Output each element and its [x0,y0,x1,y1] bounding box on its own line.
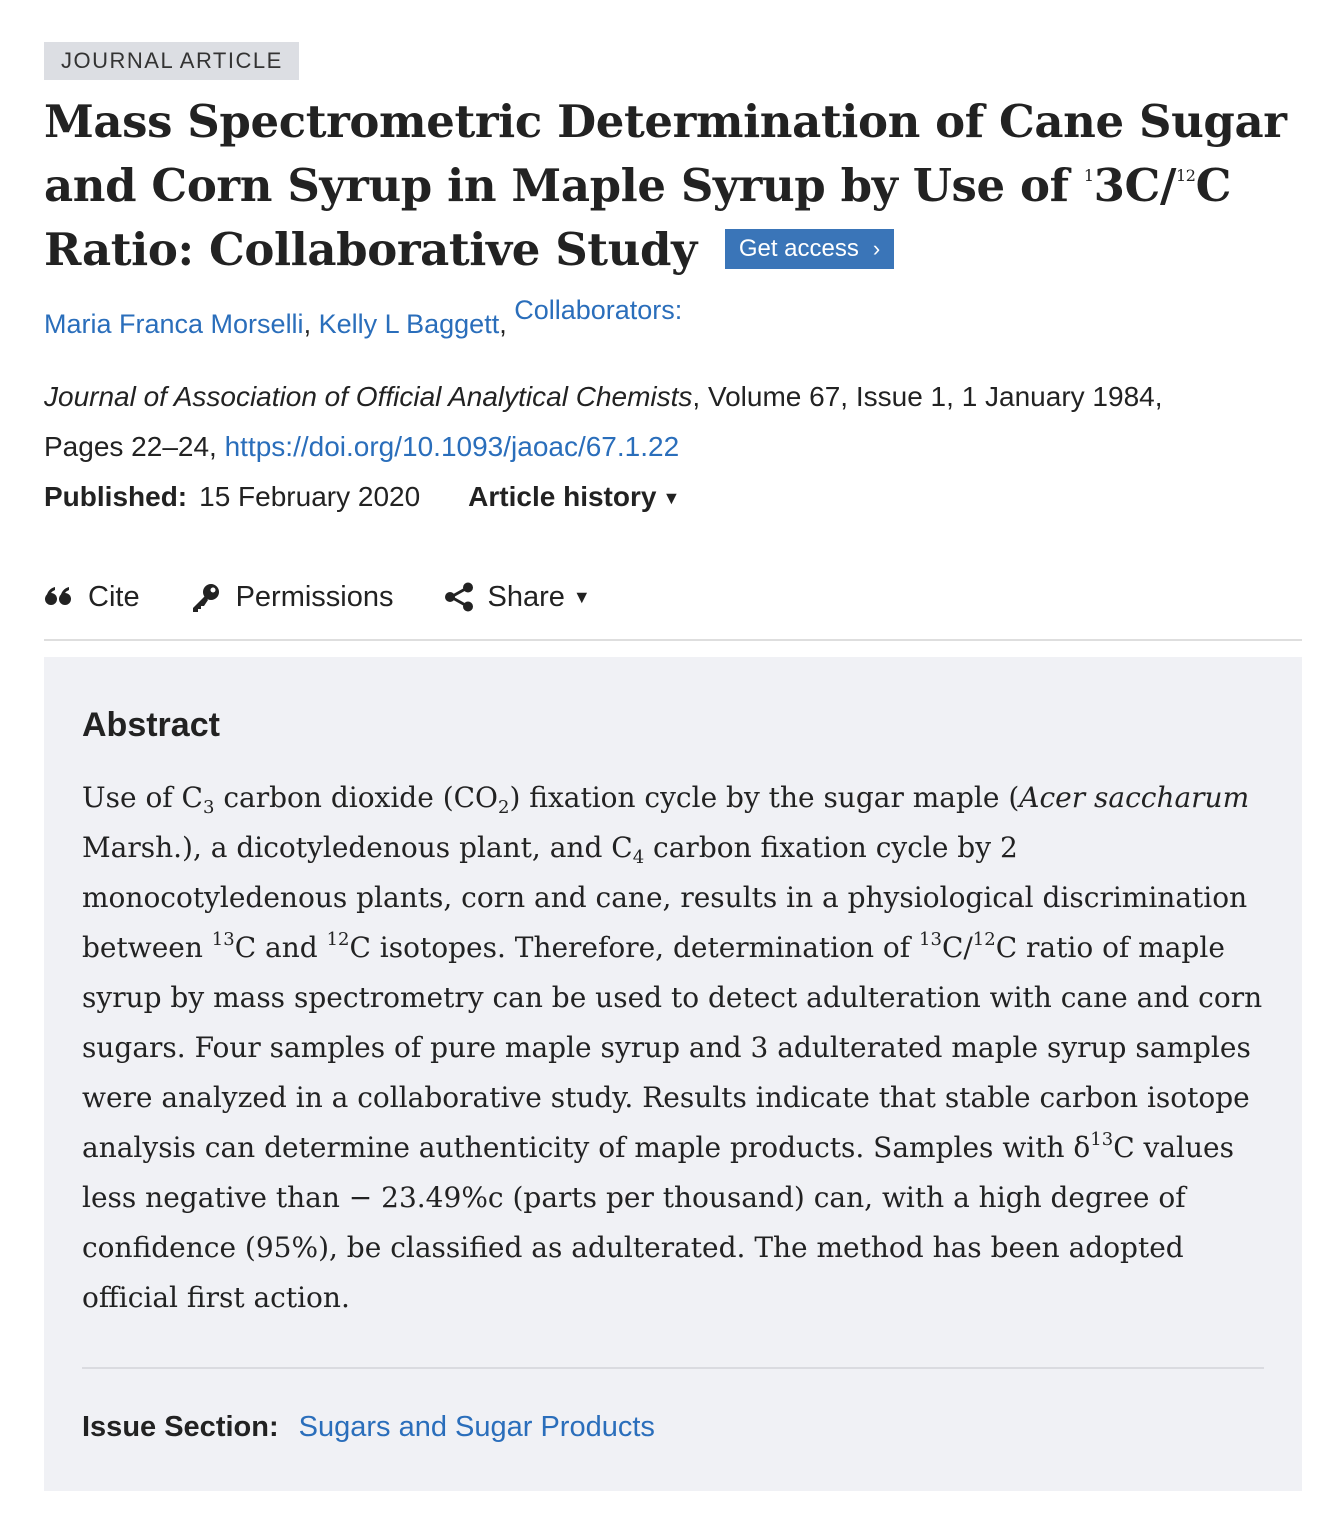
abstract-text-part: C isotopes. Therefore, determination of [349,931,920,964]
abstract-text-part: Use of C [82,781,203,814]
article-type-badge: JOURNAL ARTICLE [44,42,299,80]
issue-section-row [82,1407,1264,1447]
author-link-morselli[interactable]: Maria Franca Morselli [44,309,304,339]
share-label: Share [487,581,565,613]
abstract-section [44,657,1302,1491]
abstract-superscript: 12 [972,929,996,950]
citation-block [44,372,1302,472]
abstract-text-part: C/ [941,931,973,964]
issue-section-link[interactable]: Sugars and Sugar Products [298,1411,655,1443]
abstract-subscript: 4 [632,847,645,868]
key-icon [190,581,222,613]
citation-details: , Volume 67, Issue 1, 1 January 1984, [692,381,1163,412]
caret-down-icon: ▼ [572,587,591,607]
article-history-label: Article history [468,481,657,512]
abstract-text-part: C ratio of maple syrup by mass spectrometry can be used to detect adulteration with cane and corn sugars. Four samples of pure maple syrup and 3 adulterated maple syrup samples were analyzed in a collaborative study. Results indicate that stable carbon isotope analysis can determine authenticity of maple products. Samples with δ [82,931,1263,1164]
article-title [44,90,1302,282]
permissions-label: Permissions [235,581,394,613]
share-icon [444,582,474,612]
abstract-text-part: carbon fixation cycle by 2 monocotyledenous plants, corn and cane, results in a physiological discrimination between [82,831,1248,964]
journal-name: Journal of Association of Official Analytical Chemists [44,381,693,412]
published-label: Published: [44,481,188,512]
author-link-baggett[interactable]: Kelly L Baggett [318,309,500,339]
issue-section-label: Issue Section: [82,1411,279,1443]
species-name: Acer saccharum [1019,781,1250,814]
article-toolbar [44,579,1302,641]
abstract-superscript: 13 [211,929,235,950]
title-sup-1: 1 [1083,166,1094,185]
title-text-2: 3C/ [1093,159,1176,212]
abstract-text-part: ) fixation cycle by the sugar maple ( [509,781,1020,814]
title-text-1: Mass Spectrometric Determination of Cane Sugar and Corn Syrup in Maple Syrup by Use of [44,95,1287,212]
permissions-button[interactable] [190,579,394,615]
abstract-text-part: carbon dioxide (CO [214,781,498,814]
abstract-superscript: 12 [326,929,350,950]
abstract-text-part: Marsh.), a dicotyledenous plant, and C [82,831,633,864]
abstract-superscript: 13 [1090,1129,1114,1150]
share-button[interactable] [444,579,591,615]
article-history-toggle[interactable] [468,481,680,512]
abstract-text [82,773,1264,1323]
doi-link[interactable]: https://doi.org/10.1093/jaoac/67.1.22 [224,431,680,462]
abstract-text-part: C values less negative than − 23.49%c (parts per thousand) can, with a high degree of confidence (95%), be classified as adulterated. The method has been adopted official first action. [82,1131,1234,1314]
abstract-subscript: 3 [202,797,215,818]
quote-icon [44,585,74,609]
get-access-button[interactable] [725,229,894,269]
caret-down-icon: ▼ [662,488,681,508]
title-sup-2: 12 [1176,166,1196,185]
abstract-superscript: 13 [919,929,942,950]
published-row [44,472,1302,523]
chevron-right-icon: › [872,236,881,261]
article-page [44,42,1302,1491]
abstract-subscript: 2 [498,797,510,818]
citation-pages: Pages 22–24, [44,431,225,462]
get-access-label: Get access [738,235,859,262]
collaborators-link[interactable]: Collaborators: [514,295,683,325]
abstract-heading: Abstract [82,706,220,744]
cite-label: Cite [88,581,140,613]
abstract-text-part: C and [234,931,327,964]
title-text-3: C Ratio: Collaborative Study [44,159,1231,276]
author-list: Maria Franca Morselli, Kelly L Baggett, $^{Collaborators:}$ [44,295,683,339]
abstract-divider [82,1367,1264,1369]
published-date: 15 February 2020 [199,481,421,512]
cite-button[interactable] [44,579,140,615]
